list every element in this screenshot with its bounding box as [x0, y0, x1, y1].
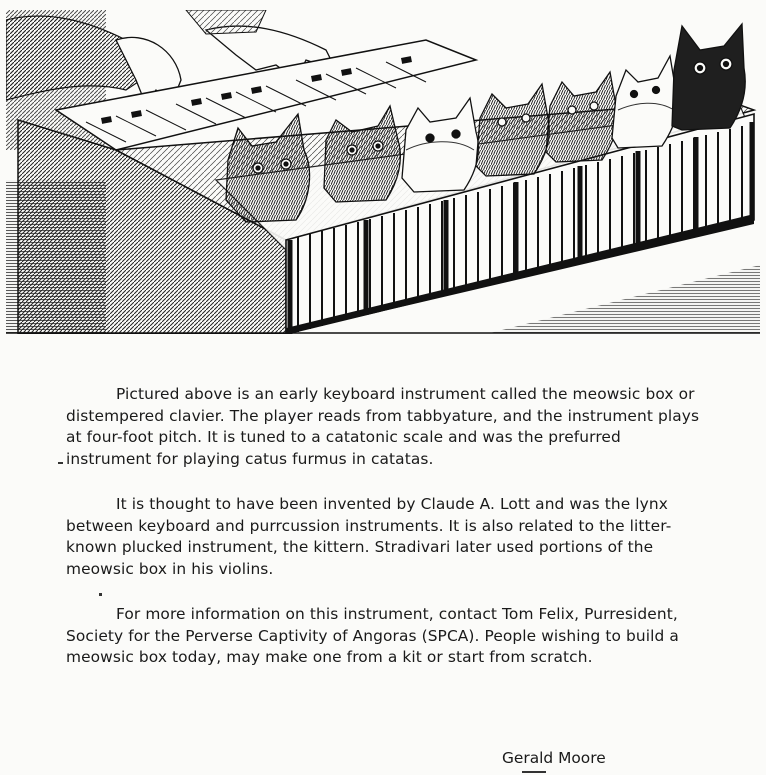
cat-piano-illustration [6, 10, 760, 334]
stray-dot [99, 593, 102, 596]
paragraph-intro: Pictured above is an early keyboard instrument called the meowsic box or distempered clavier. The player reads from tabbyature, and the instrument plays at four-foot pitch. It is tuned to a catatonic scale and was the prefurred instrument for playing catus furmus in catatas. [66, 385, 700, 468]
author-signature: Gerald Moore [502, 749, 606, 767]
paragraph-contact: For more information on this instrument, contact Tom Felix, Purresident, Society for the Perverse Captivity of Angoras (SPCA). People wishing to build a meowsic box today, may make one from a kit or start from scratch. [66, 605, 679, 666]
paragraph-history: It is thought to have been invented by Claude A. Lott and was the lynx between keyboard and purrcussion instruments. It is also related to the litter-known plucked instrument, the kittern. Stradivari later used portions of the meowsic box in his violins. [66, 495, 672, 578]
cat-piano-engraving-icon [6, 10, 760, 334]
article-body [66, 384, 706, 693]
signature-underline-mark [522, 771, 546, 773]
stray-mark [58, 462, 63, 464]
